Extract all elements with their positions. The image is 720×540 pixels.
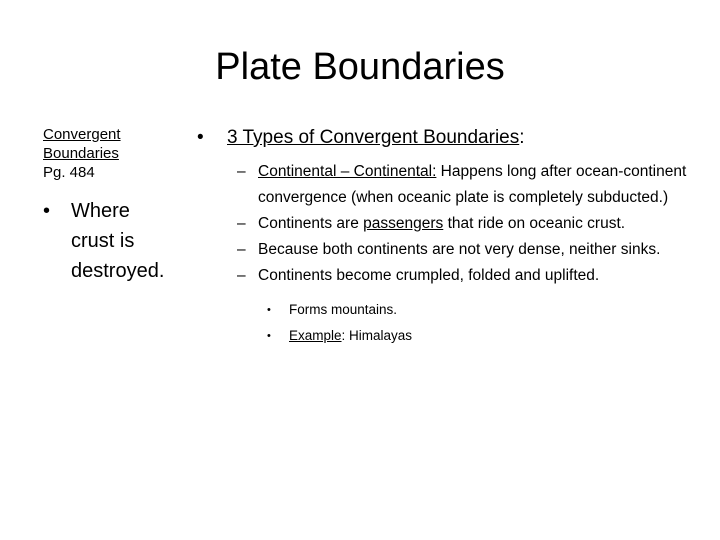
sub-sub-item-mountains (267, 297, 702, 323)
heading-line-2: Boundaries (43, 145, 119, 162)
left-column (43, 125, 183, 286)
sub-item-density (237, 237, 702, 263)
sub-sub-item-label: Example (289, 328, 342, 343)
sub-item-text: Happens long after ocean-continent convergence (when oceanic plate is completely subducted.) (258, 163, 687, 206)
main-bullet-suffix: : (519, 127, 525, 148)
sub-sub-list (197, 297, 702, 349)
main-bullet (197, 123, 702, 153)
section-heading (43, 125, 183, 182)
bullet-marker: • (267, 330, 271, 342)
dash-marker: – (237, 163, 246, 180)
sub-item-text-before: Continents are (258, 215, 364, 232)
left-bullet-line-3: destroyed. (71, 260, 165, 282)
sub-item-text-after: that ride on oceanic crust. (443, 215, 626, 232)
left-bullet-line-1: Where (71, 200, 130, 222)
slide-title: Plate Boundaries (215, 46, 505, 88)
page-reference: Pg. 484 (43, 164, 95, 181)
sub-item-text: Continents become crumpled, folded and uplifted. (258, 267, 600, 284)
heading-line-1: Convergent (43, 126, 121, 143)
bullet-marker: • (43, 200, 51, 222)
dash-marker: – (237, 215, 246, 232)
sub-sub-item-example (267, 323, 702, 349)
sub-sub-item-text: : Himalayas (341, 328, 413, 343)
bullet-marker: • (267, 304, 271, 316)
sub-item-continental (237, 159, 702, 211)
right-column (197, 123, 702, 349)
sub-item-label: Continental – Continental: (258, 163, 437, 180)
left-bullet-line-2: crust is (71, 230, 135, 252)
dash-marker: – (237, 267, 246, 284)
sub-item-passengers (237, 211, 702, 237)
sub-item-text: Because both continents are not very dense, neither sinks. (258, 241, 661, 258)
bullet-marker: • (197, 127, 204, 148)
dash-marker: – (237, 241, 246, 258)
sub-item-crumpled (237, 263, 702, 289)
sub-item-underlined: passengers (363, 215, 444, 232)
main-bullet-text: 3 Types of Convergent Boundaries (227, 127, 520, 148)
sub-list (197, 159, 702, 289)
sub-sub-item-text: Forms mountains. (289, 302, 398, 317)
left-bullet (43, 196, 183, 286)
